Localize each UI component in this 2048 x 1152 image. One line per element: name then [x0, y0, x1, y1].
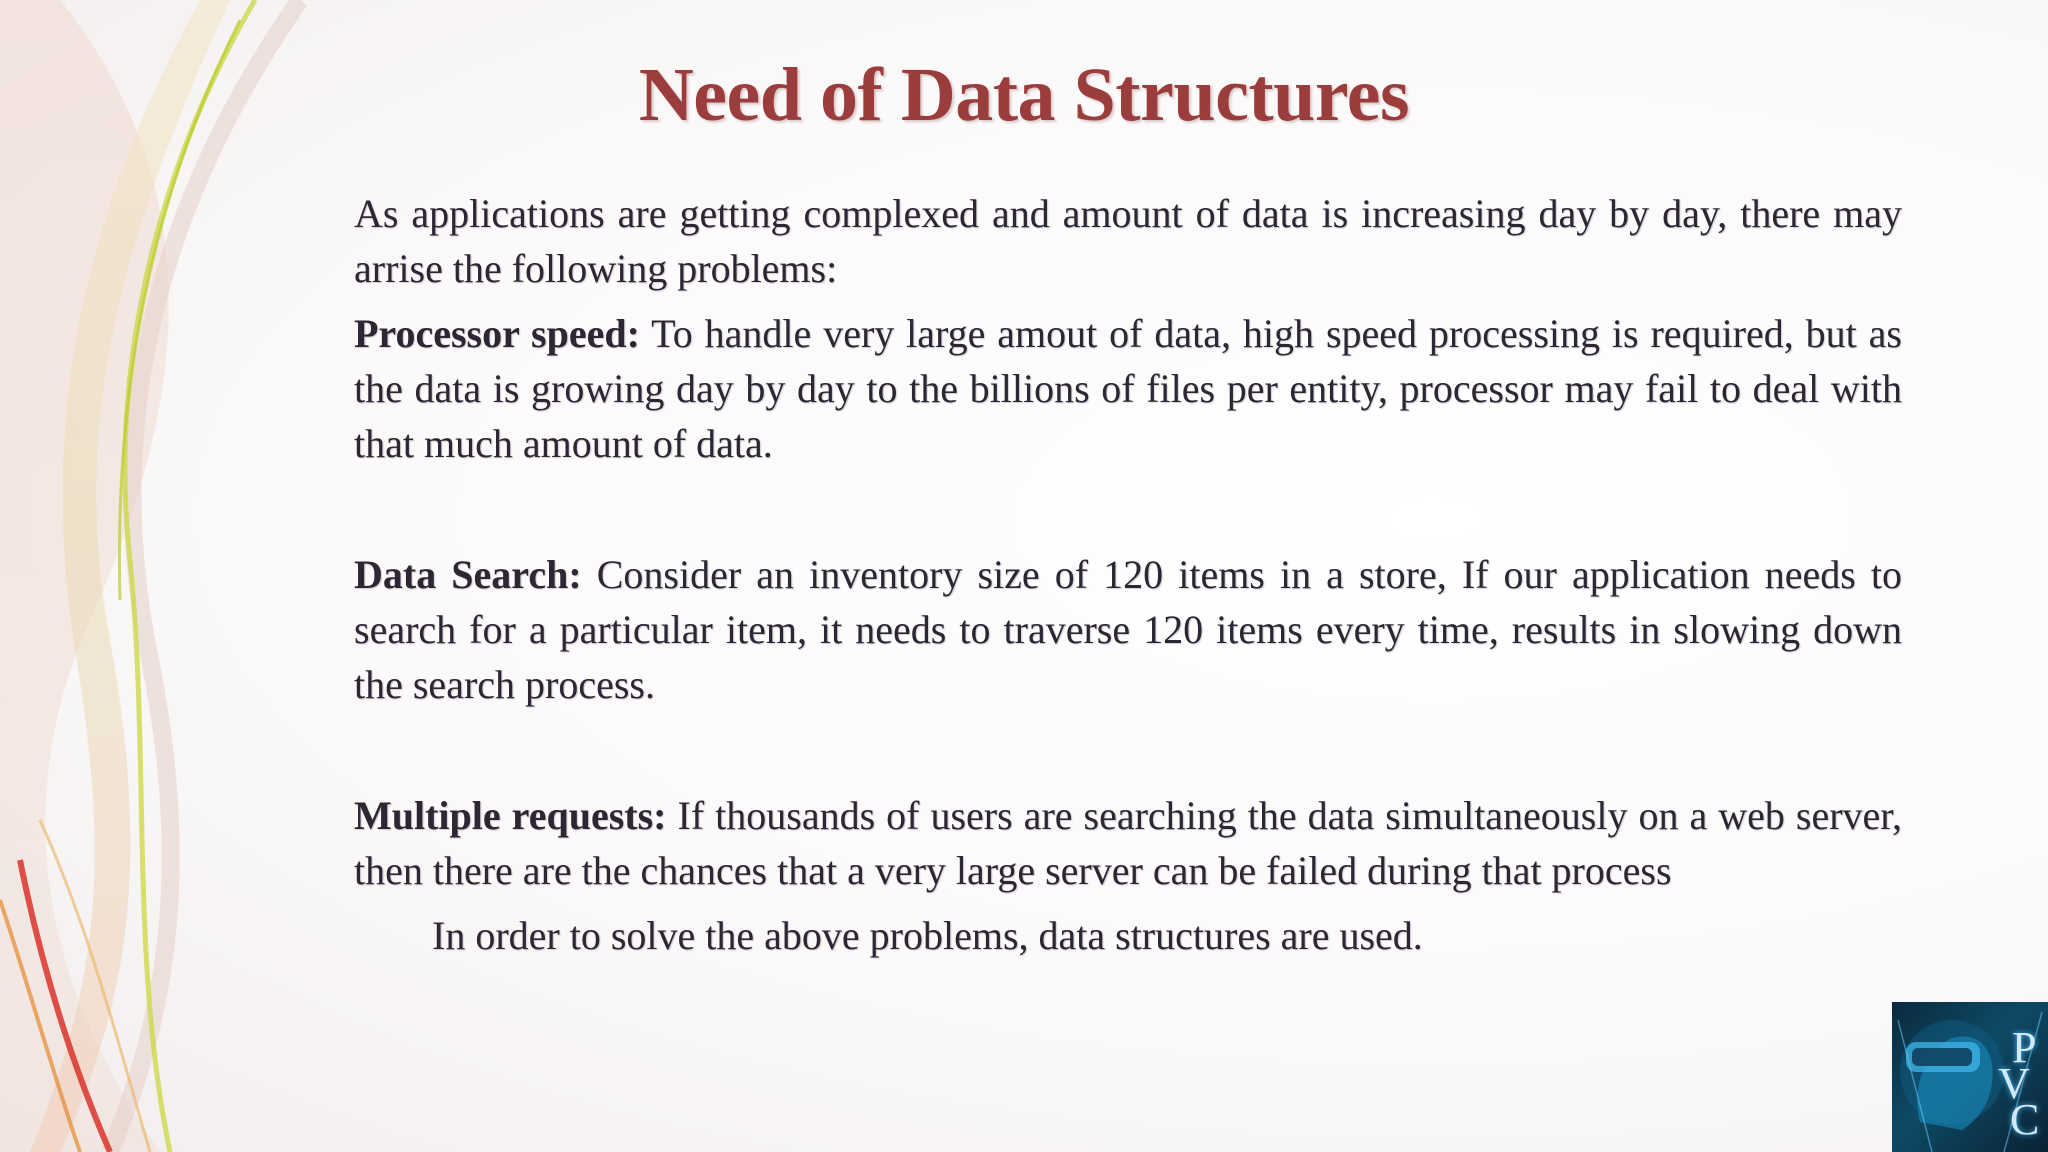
problem-term: Processor speed: — [354, 311, 640, 356]
problem-text: If thousands of users are searching the data simultaneously on a web server, then there are the chances that a very large server can be failed during that process — [354, 793, 1903, 893]
channel-logo — [1892, 1002, 2048, 1152]
problem-text: Consider an inventory size of 120 items in a store, If our application needs to search for a particular item, it needs to traverse 120 items every time, results in slowing down the search process. — [354, 552, 1903, 707]
problem-term: Multiple requests: — [354, 793, 667, 838]
problem-processor-speed — [354, 306, 1902, 471]
problem-term: Data Search: — [354, 552, 582, 597]
problem-data-search — [354, 547, 1902, 712]
logo-letter: P — [2012, 1023, 2037, 1072]
logo-letter: C — [2010, 1095, 2040, 1144]
intro-paragraph: As applications are getting complexed and amount of data is increasing day by day, there may arrise the following problems: — [354, 191, 1902, 291]
problem-multiple-requests — [354, 788, 1902, 898]
slide-body — [354, 186, 1902, 963]
conclusion-text: In order to solve the above problems, data structures are used. — [432, 913, 1423, 958]
logo-letter: V — [1998, 1059, 2030, 1108]
slide-title: Need of Data Structures — [638, 53, 1410, 137]
problem-text: To handle very large amout of data, high speed processing is required, but as the data is growing day by day to the billions of files per entity, processor may fail to deal with that much amount of data. — [354, 311, 1902, 466]
